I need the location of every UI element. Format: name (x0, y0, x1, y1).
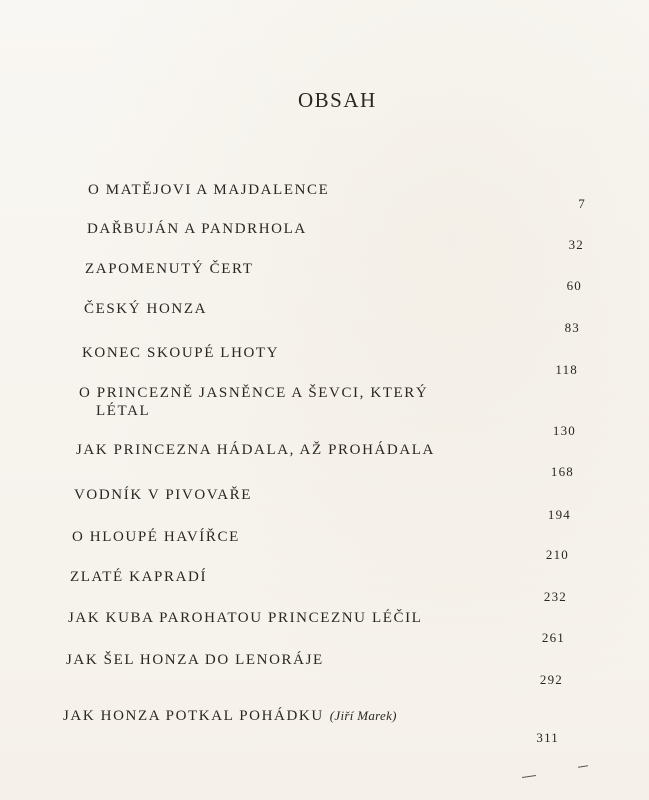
toc-entry-title: JAK KUBA PAROHATOU PRINCEZNU LÉČIL (68, 610, 423, 626)
toc-entry-title: O PRINCEZNĚ JASNĚNCE A ŠEVCI, KTERÝ (79, 385, 429, 401)
toc-entry-page: 232 (543, 589, 567, 604)
toc-entry-title: KONEC SKOUPÉ LHOTY (82, 345, 280, 361)
toc-entry-page: 292 (539, 672, 563, 687)
toc-entry-page: 210 (545, 547, 569, 562)
toc-entry-title: JAK ŠEL HONZA DO LENORÁJE (66, 652, 324, 668)
toc-entry-title: ZAPOMENUTÝ ČERT (85, 261, 254, 277)
toc-entry-page: 32 (568, 237, 584, 252)
toc-entry-title: O HLOUPÉ HAVÍŘCE (72, 529, 240, 545)
toc-entry-author: (Jiří Marek) (329, 708, 397, 723)
toc-entry-page: 261 (541, 630, 565, 645)
toc-entry-title: O MATĚJOVI A MAJDALENCE (88, 182, 330, 198)
toc-entry-page: 83 (564, 320, 580, 335)
toc-entry-page: 118 (555, 362, 578, 377)
toc-entry-title: ZLATÉ KAPRADÍ (70, 569, 208, 585)
ink-mark (522, 775, 536, 778)
toc-entry-page: 168 (550, 464, 574, 479)
toc-entry-title-text: JAK HONZA POTKAL POHÁDKU (63, 708, 324, 724)
page-title: OBSAH (298, 88, 377, 112)
toc-entry-title: JAK PRINCEZNA HÁDALA, AŽ PROHÁDALA (76, 442, 435, 458)
toc-entry-title: DAŘBUJÁN A PANDRHOLA (87, 221, 307, 237)
ink-mark (578, 765, 588, 767)
toc-entry-page: 7 (578, 196, 586, 211)
toc-entry-title (63, 706, 397, 726)
toc-entry-title-continued: LÉTAL (96, 403, 151, 419)
toc-entry-title: ČESKÝ HONZA (84, 301, 208, 317)
toc-entry-page: 60 (566, 278, 582, 293)
toc-entry-page: 194 (547, 507, 571, 522)
toc-entry-page: 311 (536, 730, 559, 745)
toc-entry-page: 130 (552, 423, 576, 438)
toc-entry-title: VODNÍK V PIVOVAŘE (74, 487, 253, 503)
